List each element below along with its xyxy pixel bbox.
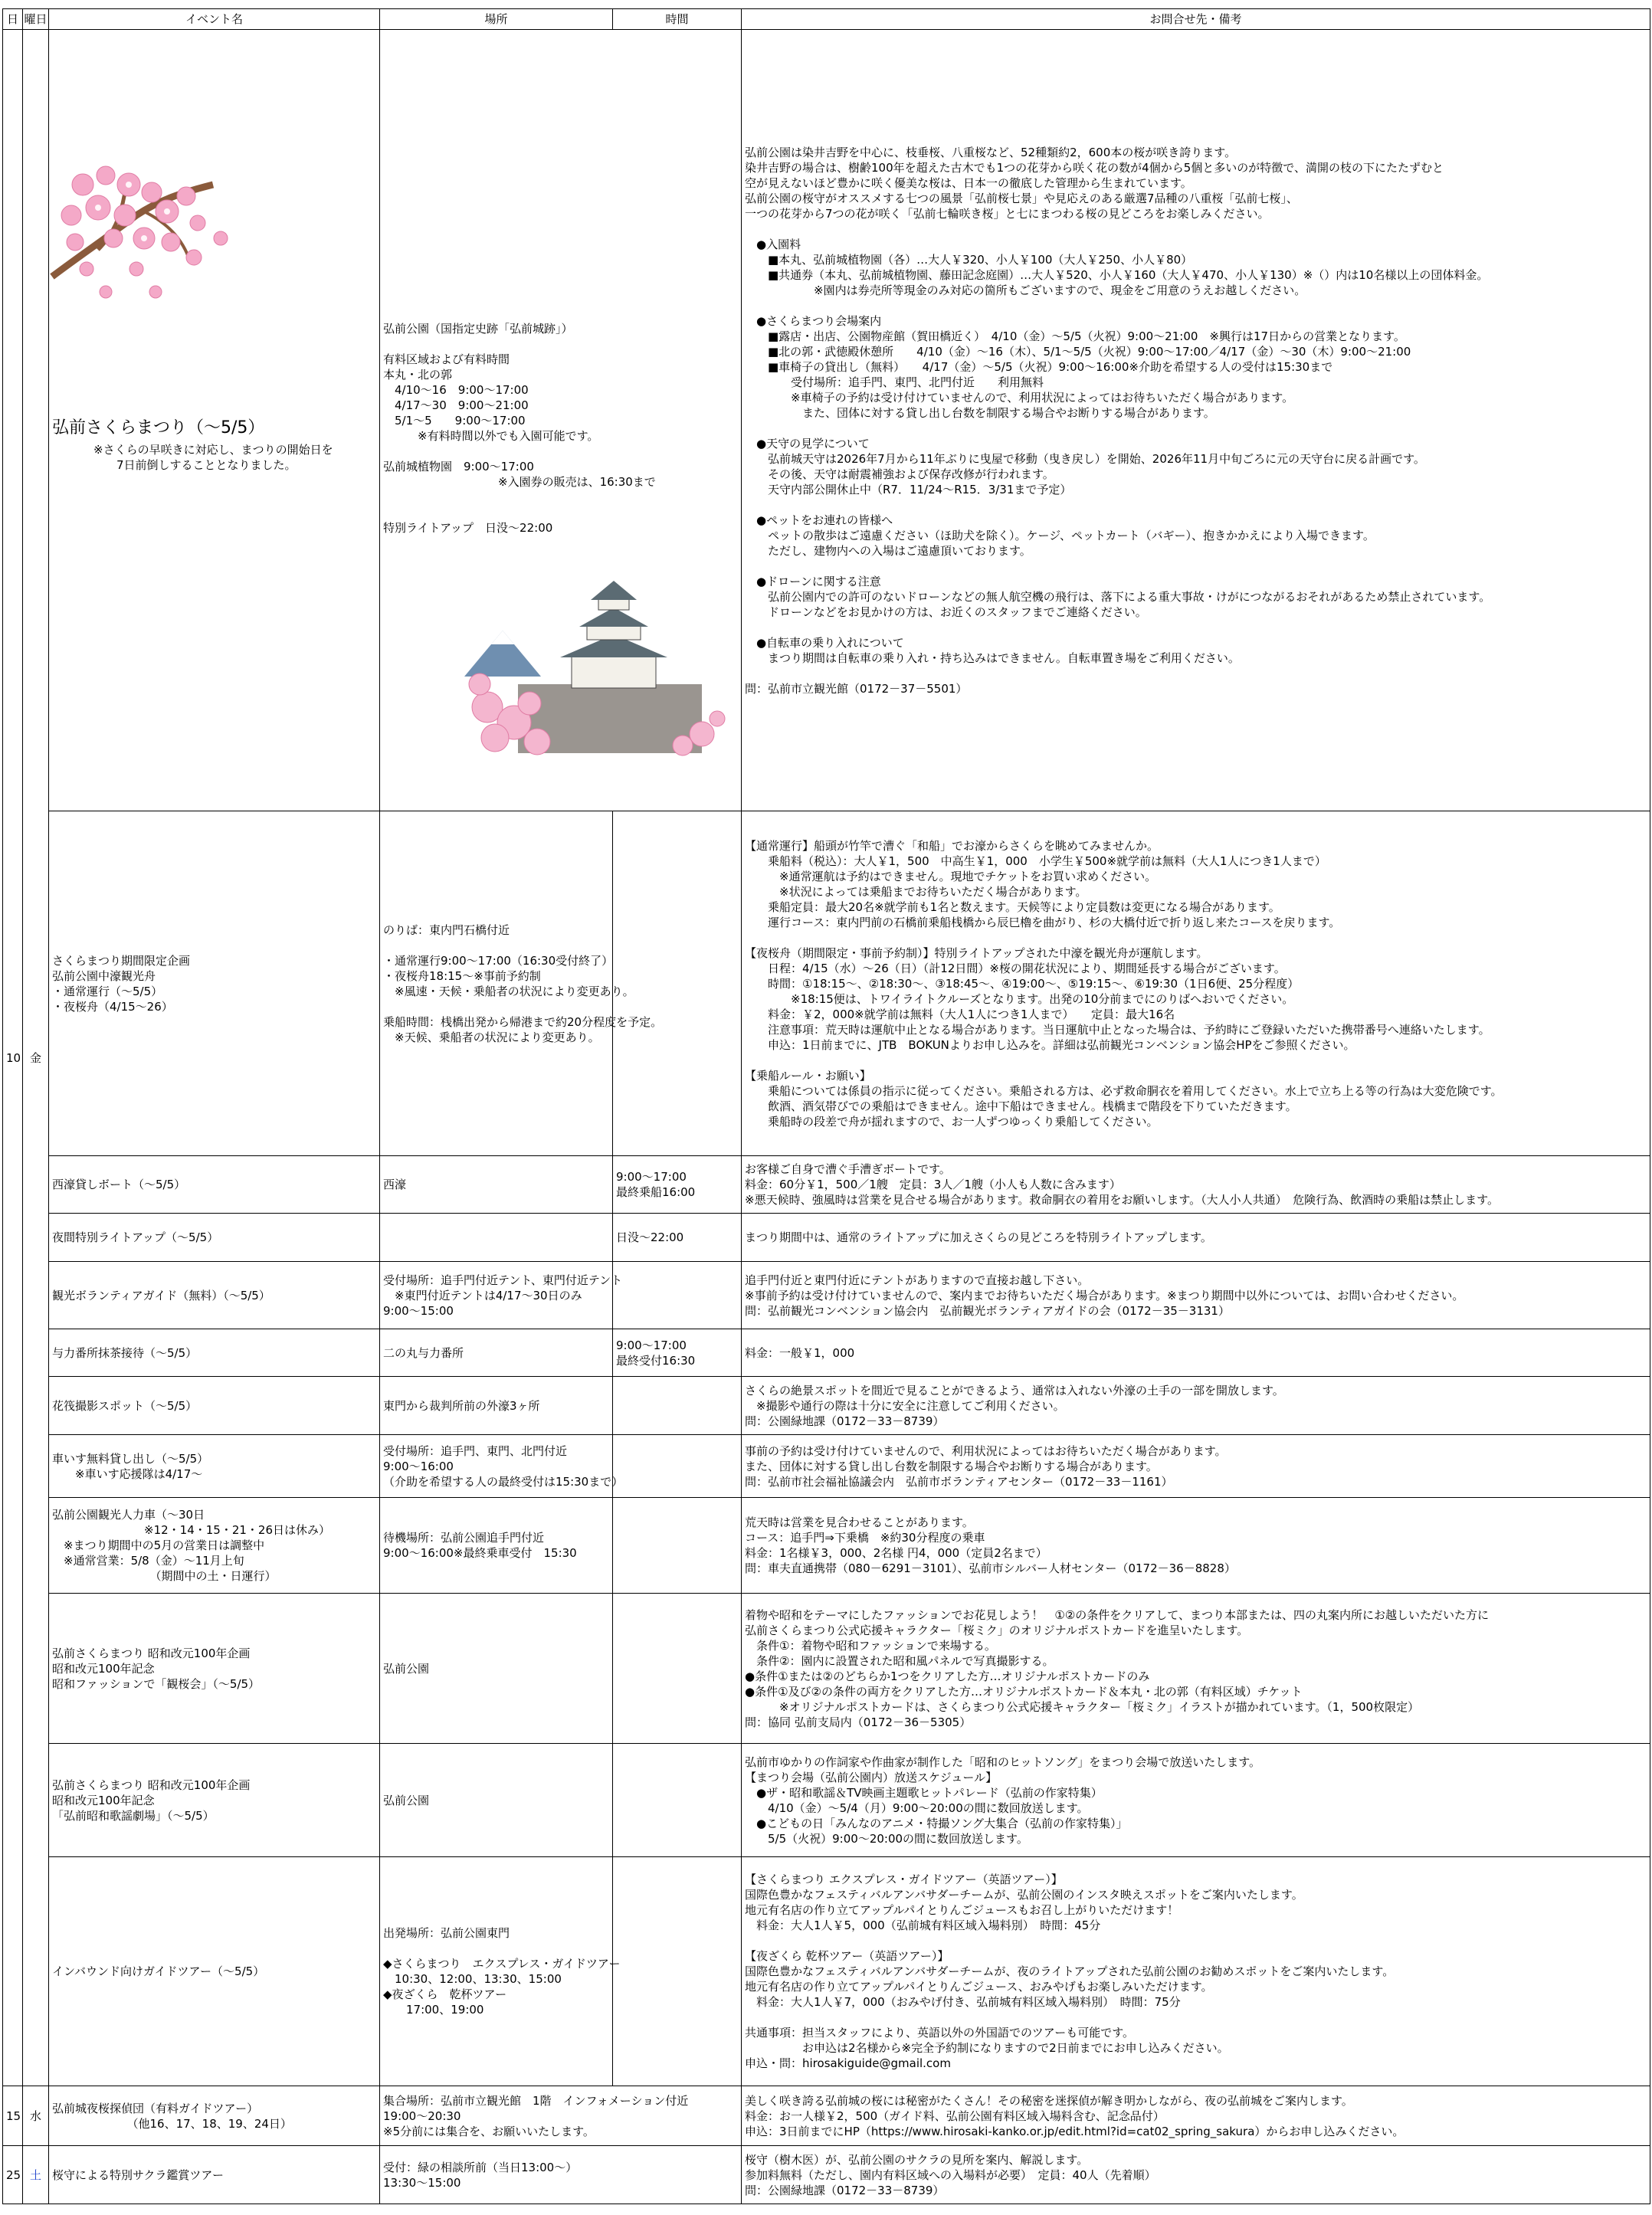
event-name: 弘前公園観光人力車（～30日 ※12・14・15・21・26日は休み） ※まつり期間中の5月の営業日は調整中 ※通常営業：5/8（金）～11月上旬 （期間中の土・日運行） — [49, 1498, 380, 1594]
festival-name-cell — [49, 30, 380, 811]
event-notes: 事前の予約は受け付けていませんので、利用状況によってはお待ちいただく場合があります。 また、団体に対する貸し出し台数を制限する場合やお断りする場合があります。 問：弘前市社会福祉協議会内 弘前市ボランティアセンター（0172－33－1161） — [742, 1435, 1650, 1498]
event-time — [613, 1377, 742, 1435]
event-table — [2, 8, 1650, 2204]
event-name: 桜守による特別サクラ鑑賞ツアー — [49, 2146, 380, 2204]
event-name: 車いす無料貸し出し（～5/5） ※車いす応援隊は4/17～ — [49, 1435, 380, 1498]
header-event: イベント名 — [49, 9, 380, 30]
weekday-cell: 土 — [23, 2146, 49, 2204]
event-notes: 追手門付近と東門付近にテントがありますので直接お越し下さい。 ※事前予約は受け付けていませんので、案内までお待ちいただく場合があります。※まつり期間中以外については、お問い合わせください。 問：弘前観光コンベンション協会内 弘前観光ボランティアガイドの会（0172－35－3131） — [742, 1262, 1650, 1329]
event-notes: 弘前市ゆかりの作詞家や作曲家が制作した「昭和のヒットソング」をまつり会場で放送いたします。 【まつり会場（弘前公園内）放送スケジュール】 ●ザ・昭和歌謡＆TV映画主題歌ヒットパレード（弘前の作家特集） 4/10（金）～5/4（月）9:00～20:00の間に数回放送します。 ●こどもの日「みんなのアニメ・特撮ソング大集合（弘前の作家特集）」 5/5（火祝）9:00～20:00の間に数回放送します。 — [742, 1744, 1650, 1857]
event-notes: お客様ご自身で漕ぐ手漕ぎボートです。 料金：60分￥1，500／1艘 定員：3人／1艘（小人も人数に含みます） ※悪天候時、強風時は営業を見合せる場合があります。救命胴衣の着用をお願いします。（大人小人共通） 危険行為、飲酒時の乗船は禁止します。 — [742, 1156, 1650, 1214]
event-row — [3, 1594, 1650, 1744]
event-name: 夜間特別ライトアップ（～5/5） — [49, 1214, 380, 1262]
event-name: 花筏撮影スポット（～5/5） — [49, 1377, 380, 1435]
festival-venue-cell — [380, 30, 742, 811]
event-place: 受付場所：追手門付近テント、東門付近テント ※東門付近テントは4/17～30日のみ 9:00～15:00 — [380, 1262, 613, 1329]
event-row — [3, 1744, 1650, 1857]
event-row — [3, 2146, 1650, 2204]
event-time: 日没～22:00 — [613, 1214, 742, 1262]
event-row — [3, 1329, 1650, 1377]
event-row — [3, 1857, 1650, 2086]
event-place: 西濠 — [380, 1156, 613, 1214]
event-place: 東門から裁判所前の外濠3ヶ所 — [380, 1377, 613, 1435]
event-notes: まつり期間中は、通常のライトアップに加えさくらの見どころを特別ライトアップします。 — [742, 1214, 1650, 1262]
event-name: 弘前さくらまつり 昭和改元100年企画 昭和改元100年記念 昭和ファッションで「観桜会」（～5/5） — [49, 1594, 380, 1744]
weekday-cell: 金 — [23, 30, 49, 2086]
header-place: 場所 — [380, 9, 613, 30]
event-place: 出発場所：弘前公園東門 ◆さくらまつり エクスプレス・ガイドツアー 10:30、12:00、13:30、15:00 ◆夜ざくら 乾杯ツアー 17:00、19:00 — [380, 1857, 613, 2086]
weekday-cell: 水 — [23, 2086, 49, 2146]
cherry-blossom-illustration — [52, 162, 251, 307]
event-row — [3, 811, 1650, 1156]
event-place: 二の丸与力番所 — [380, 1329, 613, 1377]
event-place: 待機場所：弘前公園追手門付近 9:00～16:00※最終乗車受付 15:30 — [380, 1498, 613, 1594]
event-row — [3, 1262, 1650, 1329]
event-place: 受付場所：追手門、東門、北門付近 9:00～16:00 （介助を希望する人の最終受付は15:30まで） — [380, 1435, 613, 1498]
event-time — [613, 1498, 742, 1594]
event-row — [3, 1214, 1650, 1262]
day-cell: 25 — [3, 2146, 23, 2204]
event-time — [613, 811, 742, 1156]
festival-notes: 弘前公園は染井吉野を中心に、枝垂桜、八重桜など、52種類約2，600本の桜が咲き誇ります。 染井吉野の場合は、樹齢100年を超えた古木でも1つの花芽から咲く花の数が4個から5個と多いのが特徴で、満開の枝の下にたたずむと 空が見えないほど豊かに咲く優美な桜は、日本一の徹底した管理から生まれています。 弘前公園の桜守がオススメする七つの風景「弘前桜七景」や見応えのある厳選7品種の八重桜「弘前七桜」、 一つの花芽から7つの花が咲く「弘前七輪咲き桜」と七にまつわる桜の見どころをお楽しみください。 ●入園料 ■本丸、弘前城植物園（各）…大人￥320、小人￥100（大人￥250、小人￥80） ■共通券（本丸、弘前城植物園、藤田記念庭園）…大人￥520、小人￥160（大人￥470、小人￥130）※（）内は10名様以上の団体料金。 ※園内は券売所等現金のみ対応の箇所もございますので、現金をご用意のうえお越しください。 ●さくらまつり会場案内 ■露店・出店、公園物産館（賀田橋近く） 4/10（金）～5/5（火祝）9:00～21:00 ※興行は17日からの営業となります。 ■北の郭・武徳殿休憩所 4/10（金）～16（木）、5/1～5/5（火祝）9:00～17:00／4/17（金）～30（木）9:00～21:00 ■車椅子の貸出し（無料） 4/17（金）～5/5（火祝）9:00～16:00※介助を希望する人の受付は15:30まで 受付場所：追手門、東門、北門付近 利用無料 ※車椅子の予約は受け付けていませんので、利用状況によってはお待ちいただく場合があります。 また、団体に対する貸し出し台数を制限する場合やお断りする場合があります。 ●天守の見学について 弘前城天守は2026年7月から11年ぶりに曳屋で移動（曳き戻し）を開始、2026年11月中旬ごろに元の天守台に戻る計画です。 その後、天守は耐震補強および保存改修が行われます。 天守内部公開休止中（R7．11/24～R15．3/31まで予定） ●ペットをお連れの皆様へ ペットの散歩はご遠慮ください（ほ助犬を除く）。ケージ、ペットカート（バギー）、抱きかかえにより入場できます。 ただし、建物内への入場はご遠慮頂いております。 ●ドローンに関する注意 弘前公園内での許可のないドローンなどの無人航空機の飛行は、落下による重大事故・けがにつながるおそれがあるため禁止されています。 ドローンなどをお見かけの方は、お近くのスタッフまでご連絡ください。 ●自転車の乗り入れについて まつり期間は自転車の乗り入れ・持ち込みはできません。自転車置き場をご利用ください。 問：弘前市立観光館（0172－37－5501） — [742, 30, 1650, 811]
event-time: 9:00～17:00 最終乗船16:00 — [613, 1156, 742, 1214]
header-row — [3, 9, 1650, 30]
header-day: 日 — [3, 9, 23, 30]
event-place — [380, 1214, 613, 1262]
event-notes: 美しく咲き誇る弘前城の桜には秘密がたくさん！その秘密を迷探偵が解き明かしながら、夜の弘前城をご案内します。 料金：お一人様￥2，500（ガイド料、弘前公園有料区域入場料含む、記念品付） 申込：3日前までにHP（https://www.hirosaki-kanko.or.jp/edit.html?id=cat02_spring_sakura）からお申し込みください。 — [742, 2086, 1650, 2146]
event-place: のりば：東内門石橋付近 ・通常運行9:00～17:00（16:30受付終了） ・夜桜舟18:15～※事前予約制 ※風速・天候・乗船者の状況により変更あり。 乗船時間：桟橋出発から帰港まで約20分程度を予定。 ※天候、乗船者の状況により変更あり。 — [380, 811, 613, 1156]
event-notes: 桜守（樹木医）が、弘前公園のサクラの見所を案内、解説します。 参加料無料（ただし、園内有料区域への入場料が必要） 定員：40人（先着順） 問：公園緑地課（0172－33－8739） — [742, 2146, 1650, 2204]
event-name: 西濠貸しボート（～5/5） — [49, 1156, 380, 1214]
festival-name: 弘前さくらまつり（～5/5） — [52, 418, 265, 437]
festival-note: ※さくらの早咲きに対応し、まつりの開始日を 7日前倒しすることとなりました。 — [93, 443, 333, 472]
event-place: 受付：緑の相談所前（当日13:00～） 13:30～15:00 — [380, 2146, 742, 2204]
event-time — [613, 1857, 742, 2086]
event-time: 9:00～17:00 最終受付16:30 — [613, 1329, 742, 1377]
header-notes: お問合せ先・備考 — [742, 9, 1650, 30]
event-row — [3, 1156, 1650, 1214]
event-notes: 着物や昭和をテーマにしたファッションでお花見しよう！ ①②の条件をクリアして、まつり本部または、四の丸案内所にお越しいただいた方に 弘前さくらまつり公式応援キャラクター「桜ミク」のオリジナルポストカードを進呈いたします。 条件①：着物や昭和ファッションで来場する。 条件②：園内に設置された昭和風パネルで写真撮影する。 ●条件①または②のどちらか1つをクリアした方…オリジナルポストカードのみ ●条件①及び②の条件の両方をクリアした方…オリジナルポストカード＆本丸・北の郭（有料区域）チケット ※オリジナルポストカードは、さくらまつり公式応援キャラクター「桜ミク」イラストが描かれています。（1，500枚限定） 問：協同 弘前支局内（0172－36－5305） — [742, 1594, 1650, 1744]
day-cell: 10 — [3, 30, 23, 2086]
event-notes: 荒天時は営業を見合わせることがあります。 コース：追手門⇒下乗橋 ※約30分程度の乗車 料金：1名様￥3，000、2名様 円4，000（定員2名まで） 問：車夫直通携帯（080－6291－3101）、弘前市シルバー人材センター（0172－36－8828） — [742, 1498, 1650, 1594]
header-weekday: 曜日 — [23, 9, 49, 30]
event-place: 弘前公園 — [380, 1744, 613, 1857]
hirosaki-castle-illustration — [464, 569, 725, 761]
festival-venue: 弘前公園（国指定史跡「弘前城跡」） 有料区域および有料時間 本丸・北の郭 4/10～16 9:00～17:00 4/17～30 9:00～21:00 5/1～5 9:00～17:00 ※有料時間以外でも入園可能です。 弘前城植物園 9:00～17:00 ※入園券の販売は、16:30まで 特別ライトアップ 日没～22:00 — [383, 322, 656, 535]
event-name: 弘前城夜桜探偵団（有料ガイドツアー） （他16、17、18、19、24日） — [49, 2086, 380, 2146]
event-name: 観光ボランティアガイド（無料）（～5/5） — [49, 1262, 380, 1329]
event-notes: 【さくらまつり エクスプレス・ガイドツアー（英語ツアー）】 国際色豊かなフェスティバルアンバサダーチームが、弘前公園のインスタ映えスポットをご案内いたします。 地元有名店の作り立てアップルパイとりんごジュースもお召し上がりいただけます！ 料金：大人1人￥5，000（弘前城有料区域入場料別） 時間：45分 【夜ざくら 乾杯ツアー（英語ツアー）】 国際色豊かなフェスティバルアンバサダーチームが、夜のライトアップされた弘前公園のお勧めスポットをご案内いたします。 地元有名店の作り立てアップルパイとりんごジュース、おみやげもお楽しみいただけます。 料金：大人1人￥7，000（おみやげ付き、弘前城有料区域入場料別） 時間：75分 共通事項：担当スタッフにより、英語以外の外国語でのツアーも可能です。 お申込は2名様から※完全予約制になりますので2日前までにお申し込みください。 申込・問：hirosakiguide@gmail.com — [742, 1857, 1650, 2086]
event-name: 弘前さくらまつり 昭和改元100年企画 昭和改元100年記念 「弘前昭和歌謡劇場」（～5/5） — [49, 1744, 380, 1857]
event-notes: 【通常運行】船頭が竹竿で漕ぐ「和船」でお濠からさくらを眺めてみませんか。 乗船料（税込）：大人￥1，500 中高生￥1，000 小学生￥500※就学前は無料（大人1人につき1人まで） ※通常運航は予約はできません。現地でチケットをお買い求めください。 ※状況によっては乗船までお待ちいただく場合があります。 乗船定員：最大20名※就学前も1名と数えます。天候等により定員数は変更になる場合があります。 運行コース：東内門前の石橋前乗船桟橋から辰巳櫓を曲がり、杉の大橋付近で折り返し来たコースを戻ります。 【夜桜舟（期間限定・事前予約制）】特別ライトアップされた中濠を観光舟が運航します。 日程：4/15（水）～26（日）（計12日間）※桜の開花状況により、期間延長する場合がございます。 時間：①18:15～、②18:30～、③18:45～、④19:00～、⑤19:15～、⑥19:30（1日6便、25分程度） ※18:15便は、トワイライトクルーズとなります。出発の10分前までにのりばへおいでください。 料金：￥2，000※就学前は無料（大人1人につき1人まで） 定員：最大16名 注意事項：荒天時は運航中止となる場合があります。当日運航中止となった場合は、予約時にご登録いただいた携帯番号へ連絡いたします。 申込：1日前までに、JTB BOKUNよりお申し込みを。詳細は弘前観光コンベンション協会HPをご参照ください。 【乗船ルール・お願い】 乗船については係員の指示に従ってください。乗船される方は、必ず救命胴衣を着用してください。水上で立ち上る等の行為は大変危険です。 飲酒、酒気帯びでの乗船はできません。途中下船はできません。桟橋まで階段を下りていただきます。 乗船時の段差で舟が揺れますので、お一人ずつゆっくり乗船してください。 — [742, 811, 1650, 1156]
event-row — [3, 1435, 1650, 1498]
event-place: 集合場所：弘前市立観光館 1階 インフォメーション付近 19:00～20:30 ※5分前には集合を、お願いいたします。 — [380, 2086, 742, 2146]
event-row — [3, 1498, 1650, 1594]
event-notes: 料金：一般￥1，000 — [742, 1329, 1650, 1377]
event-row — [3, 1377, 1650, 1435]
event-time — [613, 1744, 742, 1857]
event-name: 与力番所抹茶接待（～5/5） — [49, 1329, 380, 1377]
event-notes: さくらの絶景スポットを間近で見ることができるよう、通常は入れない外濠の土手の一部を開放します。 ※撮影や通行の際は十分に安全に注意してご利用ください。 問：公園緑地課（0172－33－8739） — [742, 1377, 1650, 1435]
festival-row — [3, 30, 1650, 811]
event-name: インバウンド向けガイドツアー（～5/5） — [49, 1857, 380, 2086]
event-row — [3, 2086, 1650, 2146]
header-time: 時間 — [613, 9, 742, 30]
event-name: さくらまつり期間限定企画 弘前公園中濠観光舟 ・通常運行（～5/5） ・夜桜舟（4/15～26） — [49, 811, 380, 1156]
event-place: 弘前公園 — [380, 1594, 613, 1744]
event-time — [613, 1594, 742, 1744]
day-cell: 15 — [3, 2086, 23, 2146]
event-time — [613, 1435, 742, 1498]
event-time — [613, 1262, 742, 1329]
